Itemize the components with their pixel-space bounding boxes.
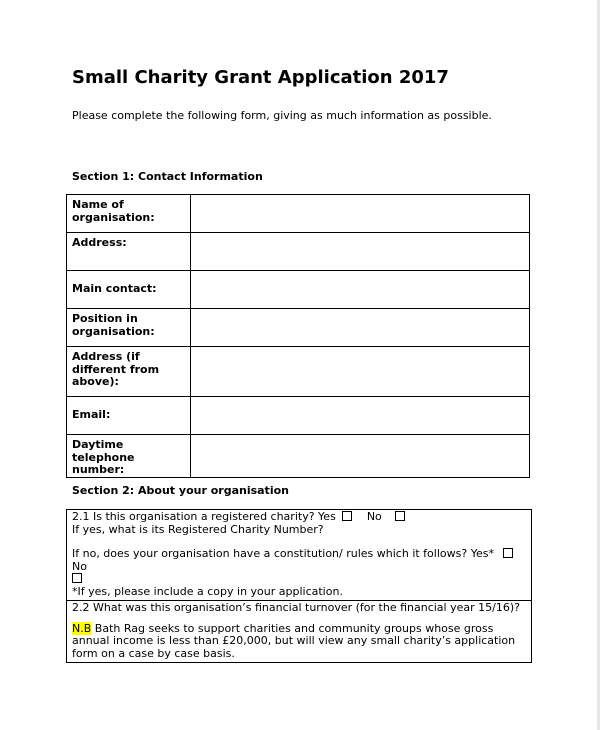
telephone-field[interactable] [191,435,530,478]
alt-address-field[interactable] [191,347,530,397]
constitution-no-label: No [72,559,87,573]
organisation-name-field[interactable] [191,195,530,233]
field-label-position: Position in organisation: [67,309,191,347]
constitution-yes-label: Yes* [470,547,494,560]
page-title: Small Charity Grant Application 2017 [72,67,449,88]
table-row [67,435,530,478]
table-row [67,397,530,435]
table-row [67,233,530,271]
organisation-table [66,509,532,663]
charity-no-checkbox[interactable] [395,511,405,521]
field-label-email: Email: [67,397,191,435]
field-label-telephone: Daytime telephone number: [67,435,191,478]
main-contact-field[interactable] [191,271,530,309]
field-label-alt-address: Address (if different from above): [67,347,191,397]
table-row [67,510,532,601]
table-row [67,347,530,397]
constitution-note: *If yes, please include a copy in your application. [72,584,343,598]
intro-text: Please complete the following form, giving as much information as possible. [72,109,492,122]
address-field[interactable] [191,233,530,271]
charity-yes-checkbox[interactable] [342,511,352,521]
field-label-address: Address: [67,233,191,271]
constitution-question: If no, does your organisation have a constitution/ rules which it follows? [72,547,468,560]
question-2-1-cell [67,510,532,601]
nb-text: Bath Rag seeks to support charities and community groups whose gross annual income is less than £20,000, but will view any small charity’s application form on a case by case basis. [72,621,516,660]
contact-table [66,194,530,478]
charity-question-line [72,511,526,524]
constitution-question-line [72,548,526,586]
charity-no-label: No [366,510,382,523]
position-field[interactable] [191,309,530,347]
turnover-question: 2.2 What was this organisation’s financial turnover (for the financial year 15/16)? [72,601,520,614]
section1-heading: Section 1: Contact Information [72,170,263,183]
table-row [67,195,530,233]
table-row [67,271,530,309]
question-2-2-cell[interactable] [67,601,532,663]
charity-question: 2.1 Is this organisation a registered charity? [72,510,315,523]
constitution-yes-checkbox[interactable] [503,548,513,558]
table-row [67,601,532,663]
charity-number-question: If yes, what is its Registered Charity Number? [72,522,324,536]
table-row [67,309,530,347]
nb-highlight: N.B [72,621,92,635]
field-label-main-contact: Main contact: [67,271,191,309]
constitution-no-checkbox[interactable] [72,573,82,583]
turnover-note [72,623,526,661]
field-label-organisation-name: Name of organisation: [67,195,191,233]
section2-heading: Section 2: About your organisation [72,484,289,497]
email-field[interactable] [191,397,530,435]
charity-yes-label: Yes [318,510,336,523]
